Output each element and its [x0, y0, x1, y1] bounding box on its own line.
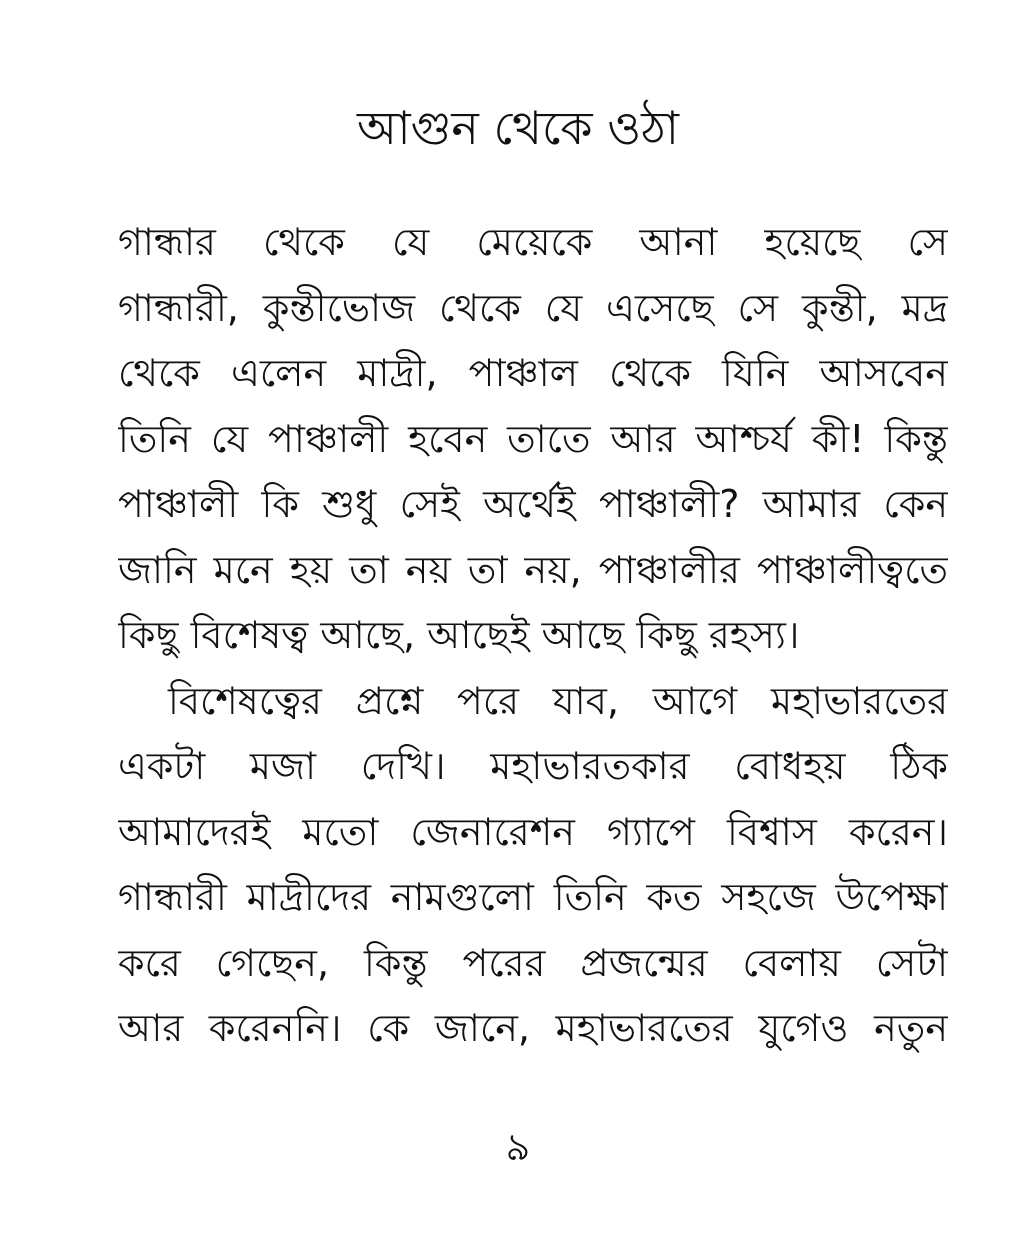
paragraph-end-line: কিছু বিশেষত্ব আছে, আছেই আছে কিছু রহস্য। — [118, 613, 800, 657]
text-line: গান্ধারী, কুন্তীভোজ থেকে যে এসেছে সে কুন্তী, মদ্র — [118, 285, 948, 330]
paragraph-start-line: বিশেষত্বের প্রশ্নে পরে যাব, আগে মহাভারতের — [168, 678, 948, 723]
text-line: আমাদেরই মতো জেনারেশন গ্যাপে বিশ্বাস করেন। — [118, 809, 948, 854]
text-line: পাঞ্চালী কি শুধু সেই অর্থেই পাঞ্চালী? আমার কেন — [118, 482, 948, 526]
text-line: থেকে এলেন মাদ্রী, পাঞ্চাল থেকে যিনি আসবেন — [118, 351, 948, 395]
text-line: জানি মনে হয় তা নয় তা নয়, পাঞ্চালীর পাঞ্চালীত্বতে — [118, 547, 948, 592]
page-number: ৯ — [505, 1125, 531, 1169]
body-text — [118, 210, 948, 1062]
text-line: গান্ধারী মাদ্রীদের নামগুলো তিনি কত সহজে উপেক্ষা — [118, 875, 948, 919]
text-line: তিনি যে পাঞ্চালী হবেন তাতে আর আশ্চর্য কী! কিন্তু — [118, 416, 948, 461]
text-line: করে গেছেন, কিন্তু পরের প্রজন্মের বেলায় সেটা — [118, 940, 948, 985]
text-line: আর করেননি। কে জানে, মহাভারতের যুগেও নতুন — [118, 1006, 948, 1050]
text-line: গান্ধার থেকে যে মেয়েকে আনা হয়েছে সে — [118, 220, 948, 264]
chapter-title: আগুন থেকে ওঠা — [356, 101, 680, 155]
text-line: একটা মজা দেখি। মহাভারতকার বোধহয় ঠিক — [118, 744, 948, 788]
